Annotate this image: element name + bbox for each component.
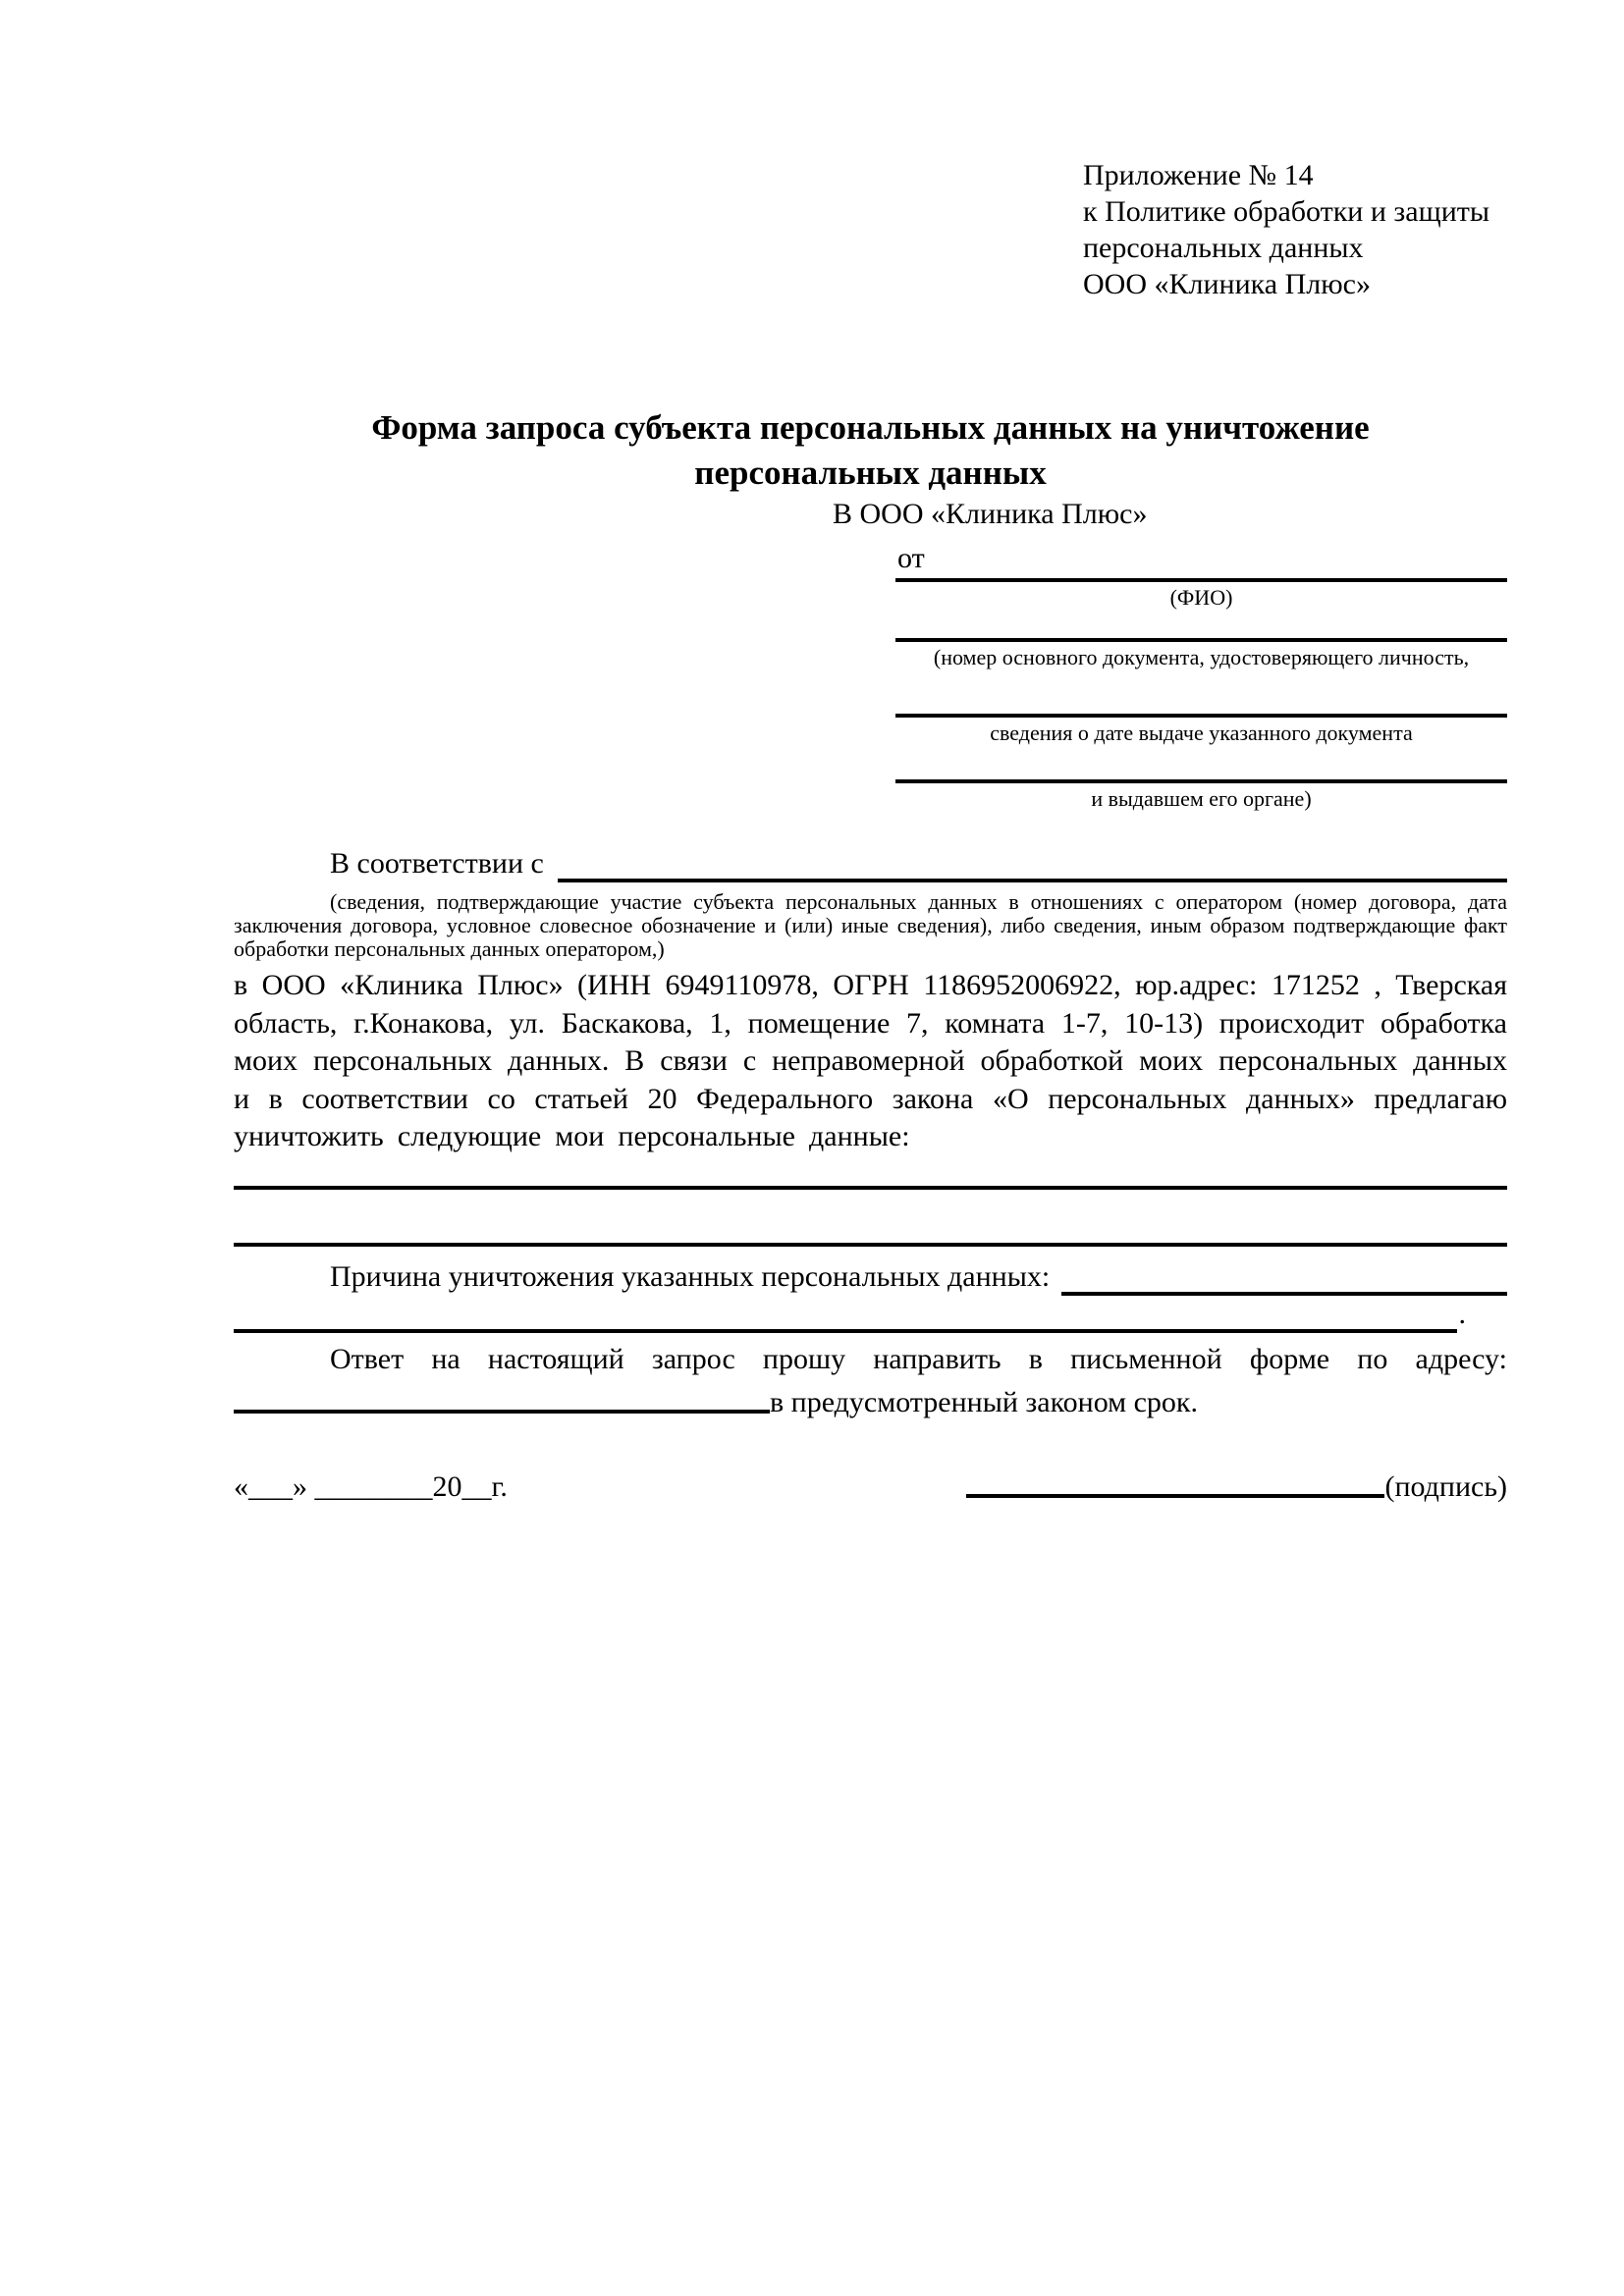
field-caption: сведения о дате выдаче указанного документа xyxy=(990,721,1413,745)
body-paragraph: в ООО «Клиника Плюс» (ИНН 6949110978, ОГРН 1186952006922, юр.адрес: 171252 , Тверская область, г.Конакова, ул. Баскакова, 1, помещение 7, комната 1-7, 10-13) происходит обработка моих персональных данных. В связи с неправомерной обработкой моих персональных данных и в соответствии со статьей 20 Федерального закона «О персональных данных» предлагаю уничтожить следующие мои персональные данные: xyxy=(234,969,1507,1152)
fill-in-line xyxy=(234,1243,1507,1247)
title-line-1: Форма запроса субъекта персональных данных на уничтожение xyxy=(371,408,1370,447)
reason-label: Причина уничтожения указанных персональных данных: xyxy=(330,1259,1051,1293)
fill-in-line xyxy=(234,1300,1457,1333)
issuing-authority-field-row xyxy=(895,779,1507,812)
document-number-field-row xyxy=(895,638,1507,670)
date-signature-row xyxy=(234,1465,1507,1506)
field-caption: (номер основного документа, удостоверяющего личность, xyxy=(933,645,1470,669)
fill-in-line xyxy=(234,1380,770,1414)
accordance-row xyxy=(234,845,1507,882)
from-fields-block xyxy=(895,578,1507,812)
from-label: от xyxy=(897,542,925,574)
answer-sentence: Ответ на настоящий запрос прошу направить в письменной форме по адресу: xyxy=(330,1342,1507,1375)
accordance-lead: В соответствии с xyxy=(330,847,544,880)
appendix-line: Приложение № 14 xyxy=(1083,159,1314,191)
signature-part xyxy=(966,1465,1507,1506)
document-title xyxy=(234,405,1507,496)
accordance-note: (сведения, подтверждающие участие субъекта персональных данных в отношениях с оператором (номер договора, дата заключения договора, условное словесное обозначение и (или) иные сведения), либо сведения, иным образом подтверждающие факт обработки персональных данных оператором,) xyxy=(234,889,1507,961)
appendix-block xyxy=(1083,157,1507,302)
reason-continuation-row xyxy=(234,1296,1507,1333)
date-placeholder: «___» ________20__г. xyxy=(234,1469,508,1503)
signature-line xyxy=(966,1465,1384,1498)
reason-row xyxy=(234,1258,1507,1296)
sentence-period: . xyxy=(1458,1297,1466,1330)
answer-address-row xyxy=(234,1380,1507,1421)
fill-in-line xyxy=(558,849,1507,882)
appendix-line: персональных данных xyxy=(1083,232,1364,264)
appendix-line: ООО «Клиника Плюс» xyxy=(1083,268,1371,300)
fill-in-line xyxy=(1061,1262,1507,1296)
fio-field-row xyxy=(895,578,1507,611)
appendix-line: к Политике обработки и защиты xyxy=(1083,195,1490,228)
field-caption: (ФИО) xyxy=(1169,585,1233,610)
signature-caption: (подпись) xyxy=(1384,1469,1507,1503)
field-caption: и выдавшем его органе) xyxy=(1091,786,1312,811)
issue-date-field-row xyxy=(895,714,1507,746)
addressee-line: В ООО «Клиника Плюс» xyxy=(833,498,1148,530)
answer-tail: в предусмотренный законом срок. xyxy=(770,1385,1198,1418)
title-line-2: персональных данных xyxy=(694,454,1047,492)
fill-in-line xyxy=(234,1186,1507,1190)
